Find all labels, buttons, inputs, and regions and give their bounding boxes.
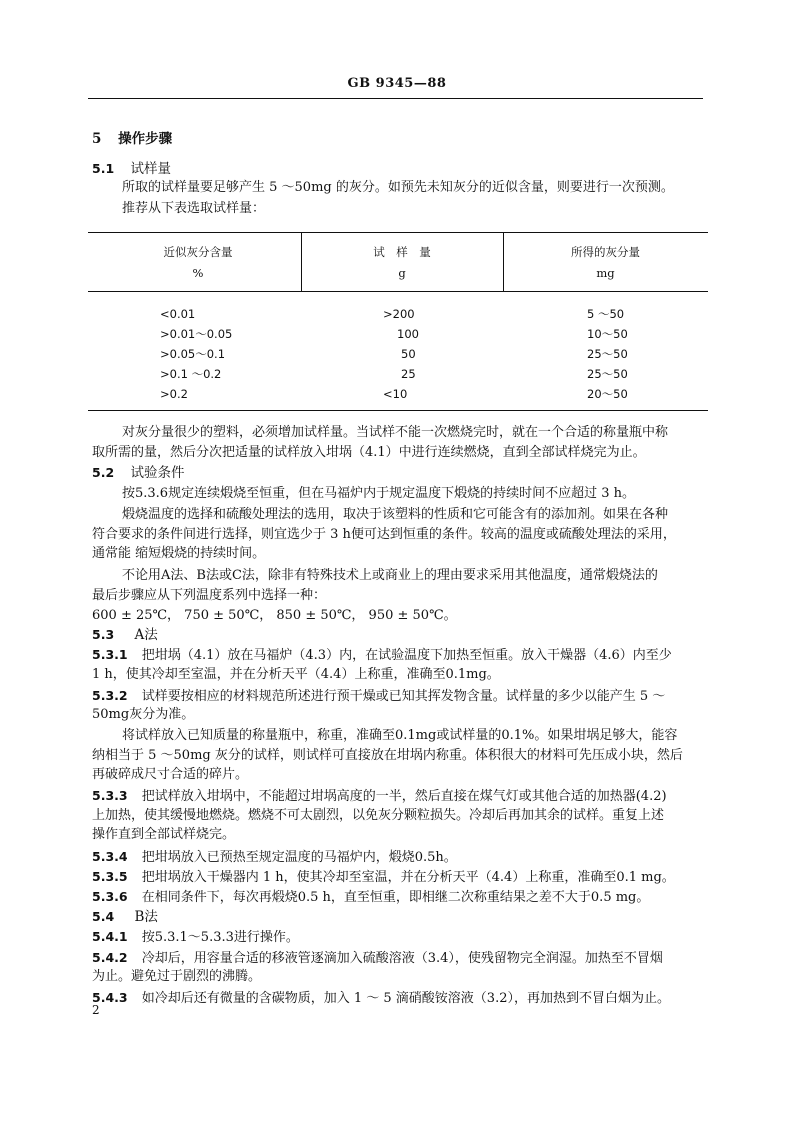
table-header-ash-unit: %	[192, 266, 204, 280]
item-5-3-1-text: 把坩埚（4.1）放在马福炉（4.3）内，在试验温度下加热至恒重。放入干燥器（4.6）内至少	[141, 648, 672, 663]
section-5-3-number: 5.3	[92, 627, 115, 642]
item-5-3-4-number: 5.3.4	[92, 849, 128, 864]
after-table-line-1: 对灰分量很少的塑料，必须增加试样量。当试样不能一次燃烧完时，就在一个合适的称量瓶中称	[122, 425, 669, 440]
standard-code-header: GB 9345—88	[347, 76, 447, 91]
section-5-1-title: 试样量	[130, 161, 171, 177]
item-5-4-2-line-1	[92, 949, 663, 968]
table-top-rule	[88, 232, 708, 233]
table-divider-1	[301, 233, 302, 291]
section-5-3-heading	[92, 626, 158, 644]
section-5-2-line-4: 通常能 缩短煅烧的持续时间。	[92, 546, 266, 561]
section-5-1-para-2: 推荐从下表选取试样量：	[122, 201, 266, 216]
section-5-1-para-1: 所取的试样量要足够产生 5 ～50mg 的灰分。如预先未知灰分的近似含量，则要进行一次预测。	[122, 180, 674, 195]
item-5-3-6-number: 5.3.6	[92, 889, 128, 904]
section-5-2-line-6: 最后步骤应从下列温度系列中选择一种：	[92, 588, 327, 603]
item-5-3-2-line-5: 再破碎成尺寸合适的碎片。	[92, 767, 249, 782]
table-row-5-mass: <10	[383, 387, 408, 401]
section-5-4-title: B法	[134, 909, 158, 925]
table-row-5-result: 20～50	[587, 387, 628, 401]
table-row-4-result: 25～50	[587, 367, 628, 381]
item-5-4-2-number: 5.4.2	[92, 950, 128, 965]
item-5-4-1-text: 按5.3.1～5.3.3进行操作。	[141, 930, 299, 945]
after-table-line-2: 取所需的量，然后分次把适量的试样放入坩埚（4.1）中进行连续燃烧，直到全部试样烧完为止。	[92, 445, 646, 460]
table-header-result-unit: mg	[596, 266, 615, 280]
section-5-1-heading	[92, 160, 171, 178]
table-row-1-result: 5 ～50	[587, 307, 625, 321]
item-5-4-3-text: 如冷却后还有微量的含碳物质，加入 1 ～ 5 滴硝酸铵溶液（3.2），再加热到不冒白烟为止。	[141, 991, 670, 1006]
section-5-2-line-5: 不论用A法、B法或C法，除非有特殊技术上或商业上的理由要求采用其他温度，通常煅烧法的	[122, 568, 658, 583]
item-5-4-3-number: 5.4.3	[92, 990, 128, 1005]
table-row-3-ash: >0.05～0.1	[160, 347, 226, 361]
item-5-4-1	[92, 928, 299, 947]
item-5-3-6-text: 在相同条件下，每次再煅烧0.5 h，直至恒重，即相继二次称重结果之差不大于0.5 mg。	[141, 890, 650, 905]
table-row-3-result: 25～50	[587, 347, 628, 361]
table-row-5-ash: >0.2	[160, 387, 188, 401]
item-5-3-2-text: 试样要按相应的材料规范所述进行预干燥或已知其挥发物含量。试样量的多少以能产生 5 ～	[141, 689, 666, 704]
table-row-4-ash: >0.1 ～0.2	[160, 367, 222, 381]
section-5-2-line-1: 按5.3.6规定连续煅烧至恒重，但在马福炉内于规定温度下煅烧的持续时间不应超过 3 h。	[122, 486, 635, 501]
section-5-4-heading	[92, 908, 158, 926]
item-5-3-2-line-3: 将试样放入已知质量的称量瓶中，称重，准确至0.1mg或试样量的0.1%。如果坩埚足够大，能容	[122, 728, 678, 743]
table-row-2-ash: >0.01～0.05	[160, 327, 233, 341]
table-header-ash: 近似灰分含量	[163, 245, 233, 259]
section-5-number: 5	[92, 131, 102, 147]
item-5-4-2-text: 冷却后，用容量合适的移液管逐滴加入硫酸溶液（3.4），使残留物完全润湿。加热至不冒烟	[141, 951, 663, 966]
table-row-1-mass: >200	[383, 307, 415, 321]
item-5-3-2-line-2: 50mg灰分为准。	[92, 707, 195, 722]
item-5-3-3-line-3: 操作直到全部试样烧完。	[92, 827, 236, 842]
item-5-3-2-line-4: 纳相当于 5 ～50mg 灰分的试样，则试样可直接放在坩埚内称重。体积很大的材料可先压成小块，然后	[92, 748, 683, 763]
table-row-4-mass: 25	[401, 367, 416, 381]
table-header-rule	[88, 291, 708, 292]
item-5-3-2-number: 5.3.2	[92, 688, 128, 703]
item-5-3-3-text: 把试样放入坩埚中，不能超过坩埚高度的一半，然后直接在煤气灯或其他合适的加热器(4.2)	[141, 789, 667, 804]
table-row-1-ash: <0.01	[160, 307, 196, 321]
item-5-4-2-line-2: 为止。避免过于剧烈的沸腾。	[92, 969, 262, 984]
section-5-title: 操作步骤	[118, 131, 173, 147]
item-5-4-1-number: 5.4.1	[92, 929, 128, 944]
item-5-3-1-line-2: 1 h，使其冷却至室温，并在分析天平（4.4）上称重，准确至0.1mg。	[92, 667, 500, 682]
section-5-2-title: 试验条件	[130, 465, 185, 481]
table-header-mass: 试 样 量	[373, 245, 431, 259]
table-bottom-rule	[88, 410, 708, 411]
item-5-3-4-text: 把坩埚放入已预热至规定温度的马福炉内，煅烧0.5h。	[141, 850, 457, 865]
section-5-2-number: 5.2	[92, 465, 115, 480]
page-number: 2	[92, 1003, 100, 1017]
section-5-4-number: 5.4	[92, 909, 115, 924]
item-5-3-3-line-1	[92, 787, 667, 806]
item-5-4-3	[92, 989, 670, 1008]
item-5-3-4	[92, 848, 457, 867]
item-5-3-5-number: 5.3.5	[92, 869, 128, 884]
section-5-2-line-3: 符合要求的条件间进行选择，则宜选少于 3 h便可达到恒重的条件。较高的温度或硫酸处理法的采用，	[92, 527, 676, 542]
section-5-2-line-2: 煅烧温度的选择和硫酸处理法的选用，取决于该塑料的性质和它可能含有的添加剂。如果在各种	[122, 507, 669, 522]
item-5-3-6	[92, 888, 649, 907]
section-5-2-temperatures: 600 ± 25℃， 750 ± 50℃， 850 ± 50℃， 950 ± 50℃。	[92, 608, 457, 623]
header-rule	[88, 98, 703, 99]
section-5-3-title: A法	[134, 627, 158, 643]
table-row-2-result: 10～50	[587, 327, 628, 341]
item-5-3-5-text: 把坩埚放入干燥器内 1 h，使其冷却至室温，并在分析天平（4.4）上称重，准确至0.1 mg。	[141, 870, 675, 885]
table-header-result: 所得的灰分量	[571, 245, 640, 259]
item-5-3-2-line-1	[92, 687, 665, 706]
item-5-3-3-line-2: 上加热，使其缓慢地燃烧。燃烧不可太剧烈，以免灰分颗粒损失。冷却后再加其余的试样。重复上述	[92, 808, 665, 823]
section-5-2-heading	[92, 464, 184, 482]
item-5-3-3-number: 5.3.3	[92, 788, 128, 803]
item-5-3-5	[92, 868, 675, 887]
table-header-mass-unit: g	[398, 266, 406, 280]
section-5-1-number: 5.1	[92, 161, 115, 176]
section-5-heading	[92, 130, 172, 148]
table-divider-2	[503, 233, 504, 291]
table-row-3-mass: 50	[401, 347, 416, 361]
item-5-3-1-number: 5.3.1	[92, 647, 128, 662]
table-row-2-mass: 100	[397, 327, 419, 341]
item-5-3-1-line-1	[92, 646, 672, 665]
